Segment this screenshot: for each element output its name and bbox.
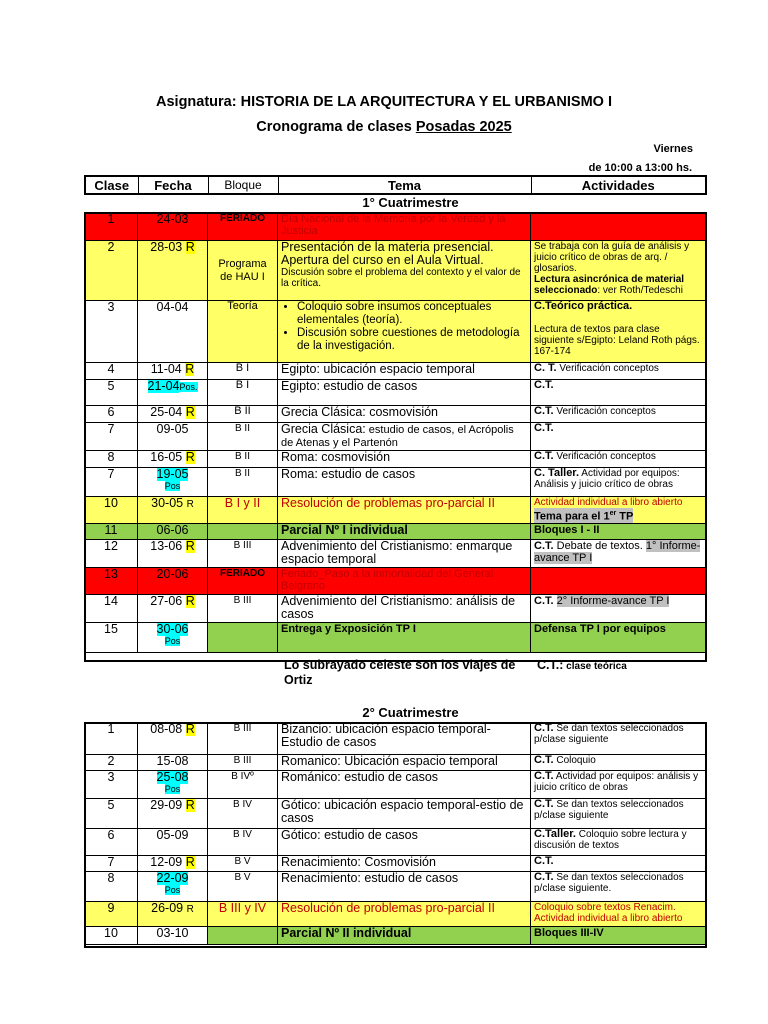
table-row (85, 523, 706, 539)
actividades-cell: C.T. Se dan textos seleccionados p/clase siguiente (531, 723, 706, 755)
fecha-cell: 28-03 R (138, 241, 208, 301)
fecha-cell: 25-08 Pos (138, 771, 208, 799)
fecha-cell: 15-08 (138, 755, 208, 771)
fecha-cell: 30-06 Pos (138, 622, 208, 652)
bloque-cell: B I (208, 363, 278, 380)
tema-cell: Entrega y Exposición TP I (278, 622, 531, 652)
fecha-cell: 04-04 (138, 301, 208, 363)
fecha-cell: 29-09 R (138, 799, 208, 829)
table-row (85, 468, 706, 497)
fecha-cell: 26-09 R (138, 902, 208, 927)
bloque-cell: B IVº (208, 771, 278, 799)
tema-cell: Romanico: Ubicación espacio temporal (278, 755, 531, 771)
actividades-cell (531, 213, 706, 241)
actividades-cell: C.T. Verificación conceptos (531, 406, 706, 423)
tema-cell: Presentación de la materia presencial. Apertura del curso en el Aula Virtual. Discusión sobre el problema del contexto y el valor de la crítica. (278, 241, 531, 301)
table-row (85, 723, 706, 755)
table-row (85, 497, 706, 524)
table-row (85, 213, 706, 241)
column-header-table (84, 175, 707, 195)
schedule-day: Viernes (653, 143, 693, 155)
clase-cell: 6 (85, 829, 138, 856)
table-row (85, 451, 706, 468)
table-row (85, 423, 706, 451)
table-row (85, 799, 706, 829)
col-header-clase: Clase (85, 176, 138, 194)
schedule-table-sem1 (84, 212, 706, 653)
clase-cell: 7 (85, 423, 138, 451)
schedule-time: de 10:00 a 13:00 hs. (588, 162, 692, 174)
fecha-cell: 11-04 R (138, 363, 208, 380)
fecha-cell: 16-05 R (138, 451, 208, 468)
fecha-cell: 22-09 Pos (138, 872, 208, 902)
bloque-cell: B IV (208, 829, 278, 856)
table-row (85, 594, 706, 622)
col-header-actividades: Actividades (531, 176, 706, 194)
clase-cell: 2 (85, 755, 138, 771)
bloque-cell: B III (208, 539, 278, 567)
bloque-cell: B V (208, 856, 278, 872)
note-legend: C.T.: clase teórica (537, 658, 627, 672)
bloque-cell (208, 927, 278, 945)
clase-cell: 10 (85, 497, 138, 524)
tema-cell: Roma: estudio de casos (278, 468, 531, 497)
clase-cell: 7 (85, 856, 138, 872)
actividades-cell: Defensa TP I por equipos (531, 622, 706, 652)
bloque-cell: B III (208, 594, 278, 622)
fecha-cell: 30-05 R (138, 497, 208, 524)
actividades-cell: C.T. Se dan textos seleccionados p/clase siguiente (531, 799, 706, 829)
tema-cell: Egipto: ubicación espacio temporal (278, 363, 531, 380)
tema-cell: Egipto: estudio de casos (278, 380, 531, 406)
table-row (85, 856, 706, 872)
tema-cell: • Coloquio sobre insumos conceptuales elementales (teoría). • Discusión sobre cuestiones de metodología de la investigación. (278, 301, 531, 363)
clase-cell: 3 (85, 771, 138, 799)
fecha-cell: 05-09 (138, 829, 208, 856)
table-row (85, 380, 706, 406)
table-row (85, 927, 706, 945)
document-subtitle: Cronograma de clases Posadas 2025 (256, 119, 512, 135)
fecha-cell: 25-04 R (138, 406, 208, 423)
clase-cell: 6 (85, 406, 138, 423)
tema-cell: Resolución de problemas pro-parcial II (278, 902, 531, 927)
clase-cell: 2 (85, 241, 138, 301)
fecha-cell: 09-05 (138, 423, 208, 451)
fecha-cell: 12-09 R (138, 856, 208, 872)
clase-cell: 9 (85, 902, 138, 927)
bloque-cell: B II (208, 406, 278, 423)
clase-cell: 5 (85, 380, 138, 406)
bloque-cell: B III (208, 755, 278, 771)
table-row (85, 872, 706, 902)
table-row (85, 829, 706, 856)
tema-cell: Parcial Nº II individual (278, 927, 531, 945)
fecha-cell: 20-06 (138, 567, 208, 594)
actividades-cell: C.T. (531, 856, 706, 872)
fecha-cell: 03-10 (138, 927, 208, 945)
document-title: Asignatura: HISTORIA DE LA ARQUITECTURA Y EL URBANISMO I (156, 94, 612, 110)
bloque-cell (208, 523, 278, 539)
actividades-cell: C.T. (531, 423, 706, 451)
tema-cell: Renacimiento: Cosmovisión (278, 856, 531, 872)
col-header-bloque: Bloque (208, 176, 278, 194)
table-row (85, 241, 706, 301)
bloque-cell: FERIADO (208, 567, 278, 594)
tema-cell: Gótico: estudio de casos (278, 829, 531, 856)
tema-cell: Feriado_Paso a la inmortalidad del General Belgrano (278, 567, 531, 594)
clase-cell: 8 (85, 872, 138, 902)
clase-cell: 10 (85, 927, 138, 945)
clase-cell: 1 (85, 723, 138, 755)
clase-cell: 4 (85, 363, 138, 380)
actividades-cell: Actividad individual a libro abierto Tema para el 1er TP (531, 497, 706, 524)
bloque-cell: B III (208, 723, 278, 755)
actividades-cell: C.T. Debate de textos. 1° Informe-avance TP I (531, 539, 706, 567)
bloque-cell: B II (208, 423, 278, 451)
tema-cell: Advenimiento del Cristianismo: análisis de casos (278, 594, 531, 622)
fecha-cell: 24-03 (138, 213, 208, 241)
bloque-cell (208, 622, 278, 652)
bloque-cell: FERIADO (208, 213, 278, 241)
section-title-sem2: 2° Cuatrimestre (362, 705, 459, 720)
table-row (85, 406, 706, 423)
bloque-cell: B III y IV (208, 902, 278, 927)
clase-cell: 14 (85, 594, 138, 622)
actividades-cell: C.T. Verificación conceptos (531, 451, 706, 468)
bloque-cell: B IV (208, 799, 278, 829)
bloque-cell: Teoría (208, 301, 278, 363)
tema-cell: Parcial Nº I individual (278, 523, 531, 539)
fecha-cell: 21-04Pos. (138, 380, 208, 406)
actividades-cell: C.T. 2° Informe-avance TP I (531, 594, 706, 622)
clase-cell: 5 (85, 799, 138, 829)
actividades-cell: Coloquio sobre textos Renacim. Actividad individual a libro abierto (531, 902, 706, 927)
tema-cell: Bizancio: ubicación espacio temporal-Estudio de casos (278, 723, 531, 755)
clase-cell: 13 (85, 567, 138, 594)
actividades-cell: Bloques III-IV (531, 927, 706, 945)
table-row (85, 363, 706, 380)
fecha-cell: 08-08 R (138, 723, 208, 755)
table-row (85, 539, 706, 567)
bloque-cell: B I (208, 380, 278, 406)
tema-cell: Resolución de problemas pro-parcial II (278, 497, 531, 524)
table-row (85, 301, 706, 363)
fecha-cell: 06-06 (138, 523, 208, 539)
bloque-cell: B I y II (208, 497, 278, 524)
tema-cell: Grecia Clásica: estudio de casos, el Acrópolis de Atenas y el Partenón (278, 423, 531, 451)
actividades-cell: Se trabaja con la guía de análisis y juicio crítico de obras de arq. / glosarios. Lectura asincrónica de material seleccionado: ver Roth/Tedeschi (531, 241, 706, 301)
actividades-cell: C.Teórico práctica. Lectura de textos para clase siguiente s/Egipto: Leland Roth págs. 167-174 (531, 301, 706, 363)
bloque-cell: Programa de HAU I (208, 241, 278, 301)
tema-cell: Roma: cosmovisión (278, 451, 531, 468)
note-viajes: Lo subrayado celeste son los viajes de Ortiz (284, 658, 516, 687)
actividades-cell: C.T. Coloquio (531, 755, 706, 771)
bloque-cell: B V (208, 872, 278, 902)
tema-cell: Románico: estudio de casos (278, 771, 531, 799)
table-row (85, 622, 706, 652)
actividades-cell: Bloques I - II (531, 523, 706, 539)
clase-cell: 7 (85, 468, 138, 497)
actividades-cell: C.T. (531, 380, 706, 406)
actividades-cell: C. T. Verificación conceptos (531, 363, 706, 380)
clase-cell: 15 (85, 622, 138, 652)
tema-cell: Renacimiento: estudio de casos (278, 872, 531, 902)
table-row (85, 755, 706, 771)
clase-cell: 12 (85, 539, 138, 567)
table-row (85, 902, 706, 927)
col-header-fecha: Fecha (138, 176, 208, 194)
clase-cell: 11 (85, 523, 138, 539)
clase-cell: 8 (85, 451, 138, 468)
table-row (85, 567, 706, 594)
schedule-table-sem2 (84, 722, 706, 945)
tema-cell: Advenimiento del Cristianismo: enmarque espacio temporal (278, 539, 531, 567)
fecha-cell: 19-05 Pos (138, 468, 208, 497)
table-row (85, 771, 706, 799)
actividades-cell (531, 567, 706, 594)
actividades-cell: C.T. Se dan textos seleccionados p/clase siguiente. (531, 872, 706, 902)
clase-cell: 3 (85, 301, 138, 363)
section-title-sem1: 1° Cuatrimestre (362, 195, 459, 210)
bloque-cell: B II (208, 468, 278, 497)
col-header-tema: Tema (278, 176, 531, 194)
fecha-cell: 27-06 R (138, 594, 208, 622)
bloque-cell: B II (208, 451, 278, 468)
actividades-cell: C.T. Actividad por equipos: análisis y juicio crítico de obras (531, 771, 706, 799)
tema-cell: Día Nacional de la Memoria por la Verdad y la Justicia (278, 213, 531, 241)
actividades-cell: C.Taller. Coloquio sobre lectura y discusión de textos (531, 829, 706, 856)
clase-cell: 1 (85, 213, 138, 241)
fecha-cell: 13-06 R (138, 539, 208, 567)
actividades-cell: C. Taller. Actividad por equipos: Análisis y juicio crítico de obras (531, 468, 706, 497)
tema-cell: Gótico: ubicación espacio temporal-estio de casos (278, 799, 531, 829)
tema-cell: Grecia Clásica: cosmovisión (278, 406, 531, 423)
